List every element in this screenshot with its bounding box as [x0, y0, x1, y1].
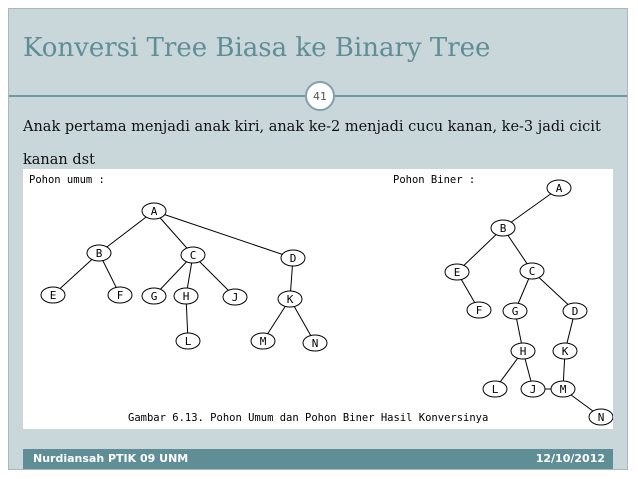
footer-author: Nurdiansah PTIK 09 UNM [33, 452, 189, 465]
binary-node-g [503, 303, 527, 319]
binary-node-j [521, 381, 545, 397]
general-node-label: C [189, 249, 197, 262]
general-node-g [142, 288, 166, 304]
binary-node-label: J [529, 383, 537, 396]
binary-tree-label: Pohon Biner : [393, 174, 476, 186]
general-node-j [223, 289, 247, 305]
general-node-label: N [311, 337, 319, 350]
general-node-h [174, 288, 198, 304]
binary-node-label: K [561, 345, 569, 358]
binary-node-f [467, 302, 491, 318]
general-node-label: B [95, 247, 103, 260]
binary-node-l [483, 381, 507, 397]
general-node-m [251, 333, 275, 349]
footer-bar [23, 449, 613, 469]
binary-node-a [547, 180, 571, 196]
binary-node-label: E [453, 266, 461, 279]
general-tree-edges [53, 211, 315, 343]
general-node-label: D [289, 252, 297, 265]
slide-number-badge: 41 [305, 81, 335, 111]
binary-node-label: H [519, 345, 527, 358]
general-tree-label: Pohon umum : [29, 174, 105, 186]
general-node-e [41, 287, 65, 303]
general-tree-nodes [41, 203, 327, 351]
general-node-label: G [150, 290, 158, 303]
tree-figure-svg [23, 169, 613, 429]
general-node-label: J [231, 291, 239, 304]
binary-node-label: C [528, 265, 536, 278]
binary-node-label: L [491, 383, 499, 396]
slide-title: Konversi Tree Biasa ke Binary Tree [23, 33, 491, 63]
figure-caption: Gambar 6.13. Pohon Umum dan Pohon Biner Hasil Konversinya [128, 412, 489, 424]
general-node-l [176, 333, 200, 349]
binary-node-k [553, 343, 577, 359]
binary-node-h [511, 343, 535, 359]
general-node-label: K [286, 293, 294, 306]
binary-node-label: A [555, 182, 563, 195]
slide [8, 8, 628, 470]
binary-node-c [520, 263, 544, 279]
binary-node-e [445, 264, 469, 280]
binary-node-label: N [597, 411, 605, 424]
tree-figure [23, 169, 613, 429]
slide-body-text: Anak pertama menjadi anak kiri, anak ke-2 menjadi cucu kanan, ke-3 jadi cicit kanan dst [23, 119, 601, 168]
general-node-c [181, 247, 205, 263]
binary-tree-nodes [445, 180, 613, 425]
binary-node-label: M [559, 383, 567, 396]
binary-node-n [589, 409, 613, 425]
general-node-label: E [49, 289, 57, 302]
general-node-a [142, 203, 166, 219]
general-node-f [108, 287, 132, 303]
general-node-label: H [182, 290, 190, 303]
general-node-d [281, 250, 305, 266]
binary-node-m [551, 381, 575, 397]
binary-node-label: B [499, 222, 507, 235]
general-node-n [303, 335, 327, 351]
footer-date: 12/10/2012 [535, 452, 605, 465]
binary-node-label: D [571, 305, 579, 318]
general-node-label: L [184, 335, 192, 348]
binary-node-label: F [475, 304, 483, 317]
general-node-label: A [150, 205, 158, 218]
binary-node-b [491, 220, 515, 236]
general-node-label: F [116, 289, 124, 302]
binary-node-label: G [511, 305, 519, 318]
binary-node-d [563, 303, 587, 319]
general-node-b [87, 245, 111, 261]
general-node-k [278, 291, 302, 307]
general-node-label: M [259, 335, 267, 348]
